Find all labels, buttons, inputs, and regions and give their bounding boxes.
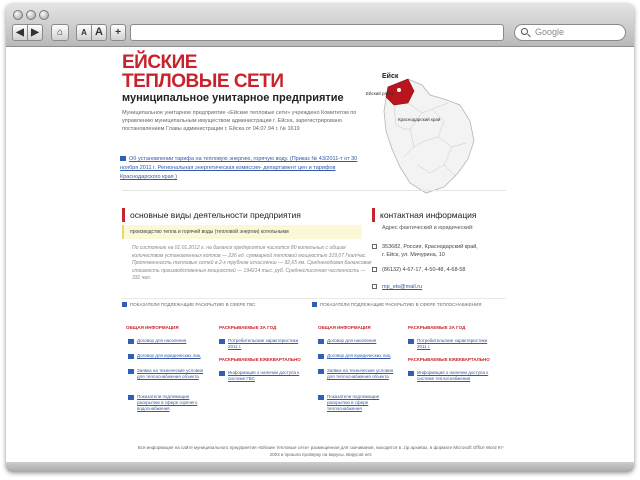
site-title-line1: ЕЙСКИЕ bbox=[122, 52, 197, 73]
document-icon bbox=[318, 369, 324, 374]
document-icon bbox=[318, 354, 324, 359]
gvs-link-individuals[interactable]: Договор для населения bbox=[137, 338, 187, 343]
gvs-link-companies[interactable]: Договор для юридических лиц bbox=[137, 353, 201, 358]
home-icon bbox=[372, 244, 377, 249]
back-button[interactable] bbox=[12, 24, 28, 41]
heat-link-characteristics[interactable]: Потребительские характеристики 2011 г. bbox=[417, 338, 488, 349]
gvs-link-characteristics[interactable]: Потребительские характеристики 2011 г. bbox=[228, 338, 299, 349]
address-line1: 353682, Россия, Краснодарский край, bbox=[382, 244, 478, 250]
heat-link-companies[interactable]: Договор для юридических лиц bbox=[327, 353, 391, 358]
document-icon bbox=[408, 371, 414, 376]
gvs-yearly-heading: РАСКРЫВАЕМЫЕ ЗА ГОД bbox=[219, 325, 277, 330]
zoom-window-button[interactable] bbox=[39, 10, 49, 20]
heat-link-indicators[interactable]: Показатели подлежащие раскрытию в сфере теплоснабжения bbox=[327, 394, 380, 411]
address-label: Адрес фактический и юридический: bbox=[382, 225, 474, 231]
heat-general-heading: ОБЩАЯ ИНФОРМАЦИЯ bbox=[318, 325, 371, 330]
gvs-link-access[interactable]: Информация о наличии доступа к системе ГВС bbox=[228, 370, 300, 381]
forward-button[interactable] bbox=[27, 24, 43, 41]
tariff-link[interactable] bbox=[120, 155, 366, 182]
heat-yearly-heading: РАСКРЫВАЕМЫЕ ЗА ГОД bbox=[408, 325, 466, 330]
document-icon bbox=[408, 339, 414, 344]
document-icon bbox=[219, 339, 225, 344]
page-viewport bbox=[6, 47, 634, 462]
back-arrow-icon: ◀ bbox=[16, 27, 24, 38]
gvs-disclosure-heading: ПОКАЗАТЕЛИ ПОДЛЕЖАЩИЕ РАСКРЫТИЮ В СФЕРЕ ГВС bbox=[130, 302, 256, 307]
activity-highlight: производство тепла и горячей воды (тепловой энергии) котельными bbox=[122, 225, 362, 239]
search-field[interactable] bbox=[514, 24, 626, 41]
close-window-button[interactable] bbox=[13, 10, 23, 20]
forward-arrow-icon: ▶ bbox=[31, 27, 39, 38]
phone-number: (86132) 4-67-17, 4-50-48, 4-68-58 bbox=[382, 267, 466, 273]
mail-icon bbox=[372, 284, 377, 289]
map-region-label: Краснодарский край bbox=[398, 117, 441, 122]
status-bar bbox=[6, 462, 634, 472]
gvs-link-tech-conditions[interactable]: Заявка на технические условия для теплоснабжения объекта bbox=[137, 368, 204, 379]
site-title-line2: ТЕПЛОВЫЕ СЕТИ bbox=[122, 71, 284, 92]
text-smaller-button[interactable] bbox=[76, 24, 92, 41]
map-city-label: Ейск bbox=[382, 73, 399, 80]
document-icon bbox=[128, 354, 134, 359]
footer-note: Вся информация на сайте муниципального предприятия «Ейские тепловые сети» размещенная для скачивания, находится в .zip архивах, в формате Microsoft Office Word 97-2003 и прошла проверку на вирусы. Вирусов нет. bbox=[137, 445, 505, 457]
site-subtitle: муниципальное унитарное предприятие bbox=[122, 92, 344, 104]
document-icon bbox=[120, 156, 126, 161]
activity-stats: По состоянию на 01.01.2012 г. на балансе предприятия числится 80 котельных с общим количеством установленных котлов — 226 ед. суммарной тепловой мощностью 319,07 Гкал/час. Протяженность тепловых сетей в 2-х трубном исчислении — 92,65 км. Среднегодовая балансовая стоимость производственных мощностей — 194214 тыс. руб. Среднесписочная численность — 331 чел. bbox=[132, 245, 372, 281]
heat-link-individuals[interactable]: Договор для населения bbox=[327, 338, 377, 343]
home-icon: ⌂ bbox=[56, 27, 64, 38]
region-map bbox=[374, 69, 484, 199]
gvs-quarterly-heading: РАСКРЫВАЕМЫЕ ЕЖЕКВАРТАЛЬНО bbox=[219, 357, 301, 362]
gvs-section-icon bbox=[122, 302, 127, 307]
city-marker bbox=[397, 88, 401, 92]
text-bigger-button[interactable] bbox=[91, 24, 107, 41]
heat-disclosure-heading: ПОКАЗАТЕЛИ ПОДЛЕЖАЩИЕ РАСКРЫТИЮ В СФЕРЕ ТЕПЛОСНАБЖЕНИЯ bbox=[320, 302, 482, 307]
home-button[interactable] bbox=[51, 24, 69, 41]
heat-link-access[interactable]: Информация о наличии доступа к системе теплоснабжения bbox=[417, 370, 489, 381]
document-icon bbox=[128, 339, 134, 344]
heat-quarterly-heading: РАСКРЫВАЕМЫЕ ЕЖЕКВАРТАЛЬНО bbox=[408, 357, 490, 362]
activities-heading: основные виды деятельности предприятия bbox=[122, 208, 301, 222]
document-icon bbox=[318, 339, 324, 344]
contacts-heading: контактная информация bbox=[372, 208, 477, 222]
plus-icon: + bbox=[115, 27, 121, 38]
heat-section-icon bbox=[312, 302, 317, 307]
phone-icon bbox=[372, 267, 377, 272]
tariff-link-text: Об установлении тарифа на тепловую энергию, горячую воду. (Приказ № 43/2011-т от 30 ноября 2011 г. Региональная энергетическая комиссия- департамент цен и тарифов Краснодарского края ) bbox=[120, 156, 358, 180]
text-large-icon: A bbox=[95, 26, 103, 38]
document-icon bbox=[318, 395, 324, 400]
disclosure-divider bbox=[122, 298, 506, 299]
document-icon bbox=[128, 395, 134, 400]
gvs-general-heading: ОБЩАЯ ИНФОРМАЦИЯ bbox=[126, 325, 179, 330]
browser-window bbox=[6, 4, 634, 472]
add-bookmark-button[interactable] bbox=[110, 24, 126, 41]
browser-toolbar bbox=[6, 4, 634, 47]
document-icon bbox=[219, 371, 225, 376]
minimize-window-button[interactable] bbox=[26, 10, 36, 20]
email-link[interactable]: mp_ets@mail.ru bbox=[382, 284, 423, 290]
document-icon bbox=[128, 369, 134, 374]
intro-text: Муниципальное унитарное предприятие «Ейские тепловые сети» учреждено Комитетом по управлению муниципальным имуществом администрации г. Ейска, зарегистрировано постановлением Главы администрации г. Ейска от 04.07.94 г. № 1619 bbox=[122, 110, 357, 132]
search-icon bbox=[521, 28, 528, 35]
map-district-label: Ейский район bbox=[366, 91, 395, 96]
text-small-icon: A bbox=[81, 28, 87, 37]
address-line2: г. Ейск, ул. Мичурина, 10 bbox=[382, 252, 445, 258]
section-divider bbox=[122, 190, 506, 191]
search-placeholder: Google bbox=[535, 27, 565, 37]
heat-link-tech-conditions[interactable]: Заявка на технические условия для теплоснабжения объекта bbox=[327, 368, 394, 379]
address-bar[interactable] bbox=[130, 24, 504, 41]
gvs-link-indicators[interactable]: Показатели подлежащие раскрытию в сфере горячего водоснабжения bbox=[137, 394, 198, 411]
